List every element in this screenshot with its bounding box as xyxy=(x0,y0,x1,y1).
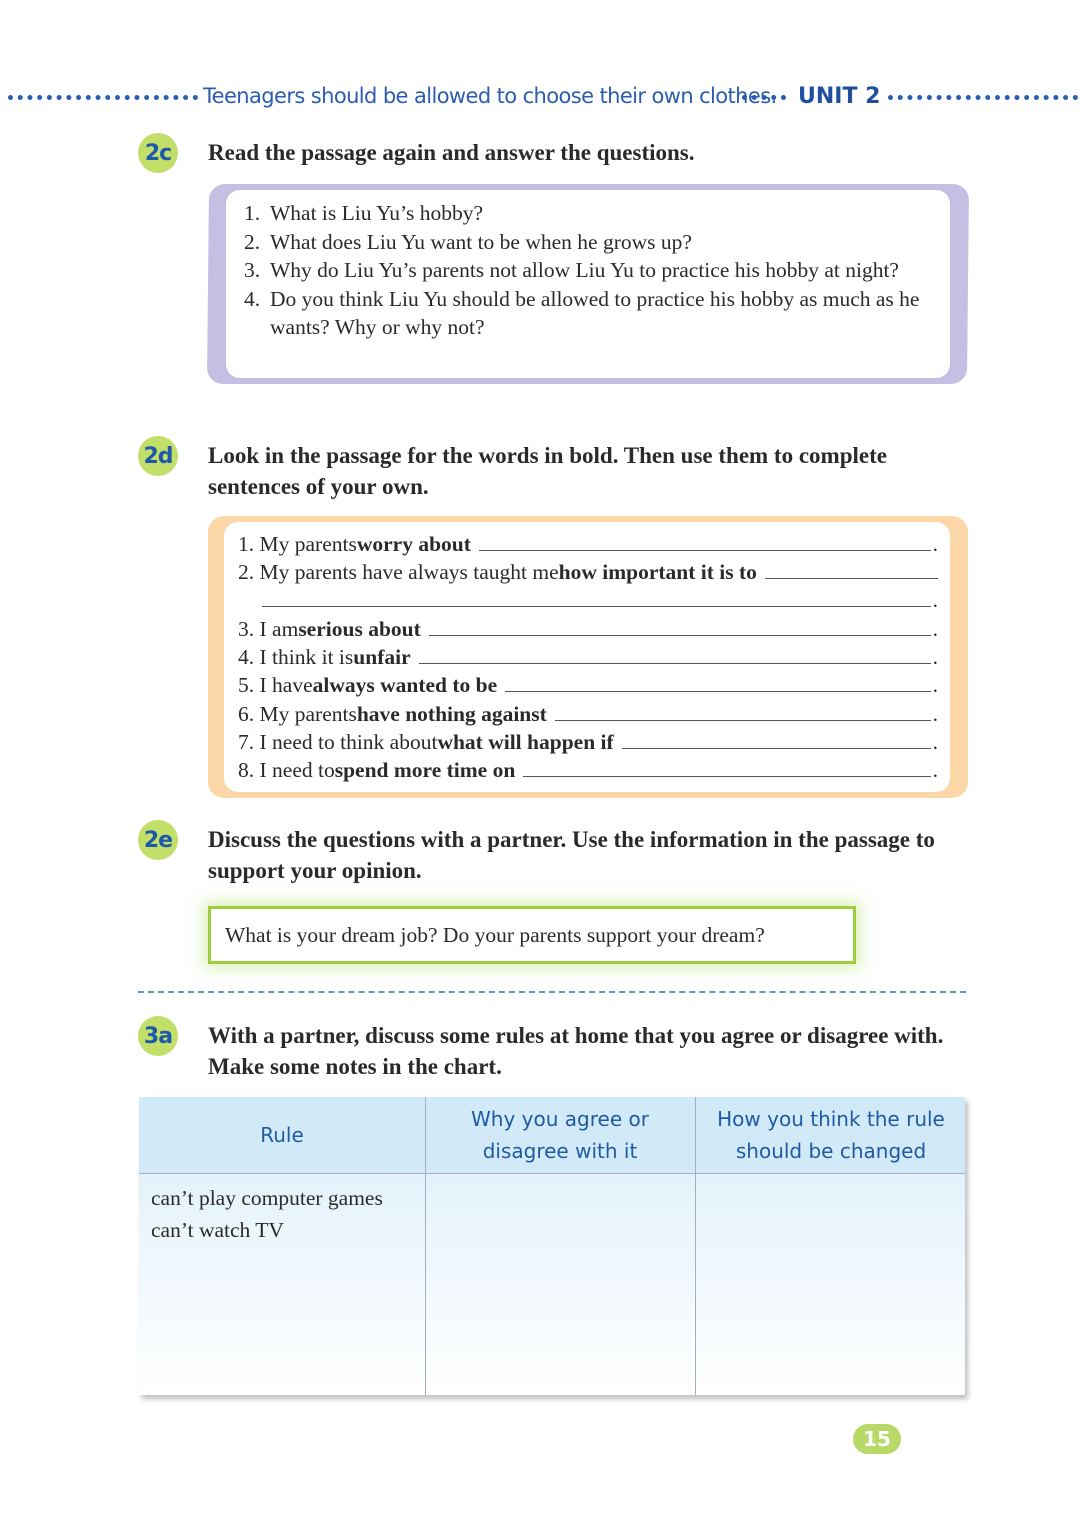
sentence-row-6: 6. My parents have nothing against . xyxy=(238,702,938,726)
question-item: 2. What does Liu Yu want to be when he grows up? xyxy=(244,229,692,254)
question-item: 4. Do you think Liu Yu should be allowed to practice his hobby as much as he wants? Why or why not? xyxy=(244,286,920,339)
answer-blank-5[interactable] xyxy=(505,671,930,692)
why-notes-cell[interactable] xyxy=(426,1174,695,1395)
sentence-row-2: 2. My parents have always taught me how important it is to xyxy=(238,558,938,586)
sentence-row-5: 5. I have always wanted to be . xyxy=(238,673,938,697)
unit-label: UNIT 2 xyxy=(798,84,881,109)
discussion-prompt: What is your dream job? Do your parents support your dream? xyxy=(225,922,765,947)
section-badge-2c: 2c xyxy=(138,133,178,173)
answer-blank-1[interactable] xyxy=(479,530,931,551)
rule-item: can’t watch TV xyxy=(151,1218,284,1242)
section-badge-2d: 2d xyxy=(138,436,178,476)
answer-blank-2a[interactable] xyxy=(765,558,938,579)
header-title: Teenagers should be allowed to choose their own clothes. xyxy=(203,84,777,108)
answer-blank-8[interactable] xyxy=(523,756,930,777)
questions-list xyxy=(244,199,924,342)
header-dots-left xyxy=(8,95,198,100)
sentence-row-7: 7. I need to think about what will happen if . xyxy=(238,730,938,754)
answer-blank-4[interactable] xyxy=(419,643,931,664)
answer-blank-2b[interactable] xyxy=(262,586,931,607)
sentence-row-2-continued: . xyxy=(262,586,938,614)
rule-item: can’t play computer games xyxy=(151,1186,383,1210)
column-header-why: Why you agree or disagree with it xyxy=(471,1107,649,1163)
how-notes-cell[interactable] xyxy=(696,1174,965,1395)
question-item: 3. Why do Liu Yu’s parents not allow Liu Yu to practice his hobby at night? xyxy=(244,258,899,282)
section-badge-3a: 3a xyxy=(138,1016,178,1056)
answer-blank-3[interactable] xyxy=(429,615,931,636)
answer-blank-6[interactable] xyxy=(555,700,931,721)
instruction-2e: Discuss the questions with a partner. Use the information in the passage to support your opinion. xyxy=(208,827,935,883)
answer-blank-7[interactable] xyxy=(622,728,931,749)
column-header-rule: Rule xyxy=(260,1123,304,1147)
sentence-row-8: 8. I need to spend more time on . xyxy=(238,758,938,782)
instruction-2c: Read the passage again and answer the questions. xyxy=(208,140,695,165)
section-badge-2e: 2e xyxy=(138,820,178,860)
question-item: 1. What is Liu Yu’s hobby? xyxy=(244,201,483,225)
section-divider xyxy=(138,991,966,993)
rules-chart xyxy=(139,1097,965,1395)
column-header-how: How you think the rule should be changed xyxy=(717,1107,945,1163)
page-number: 15 xyxy=(853,1424,901,1454)
sentence-row-1: 1. My parents worry about . xyxy=(238,532,938,556)
sentence-row-3: 3. I am serious about . xyxy=(238,617,938,641)
instruction-3a: With a partner, discuss some rules at home that you agree or disagree with. Make some notes in the chart. xyxy=(208,1023,944,1079)
header-dots-right xyxy=(888,95,1078,100)
sentence-row-4: 4. I think it is unfair . xyxy=(238,645,938,669)
discussion-prompt-box xyxy=(208,906,856,964)
instruction-2d: Look in the passage for the words in bold. Then use them to complete sentences of your own. xyxy=(208,443,887,499)
header-dots-middle xyxy=(742,95,786,100)
rule-cell xyxy=(151,1182,383,1246)
